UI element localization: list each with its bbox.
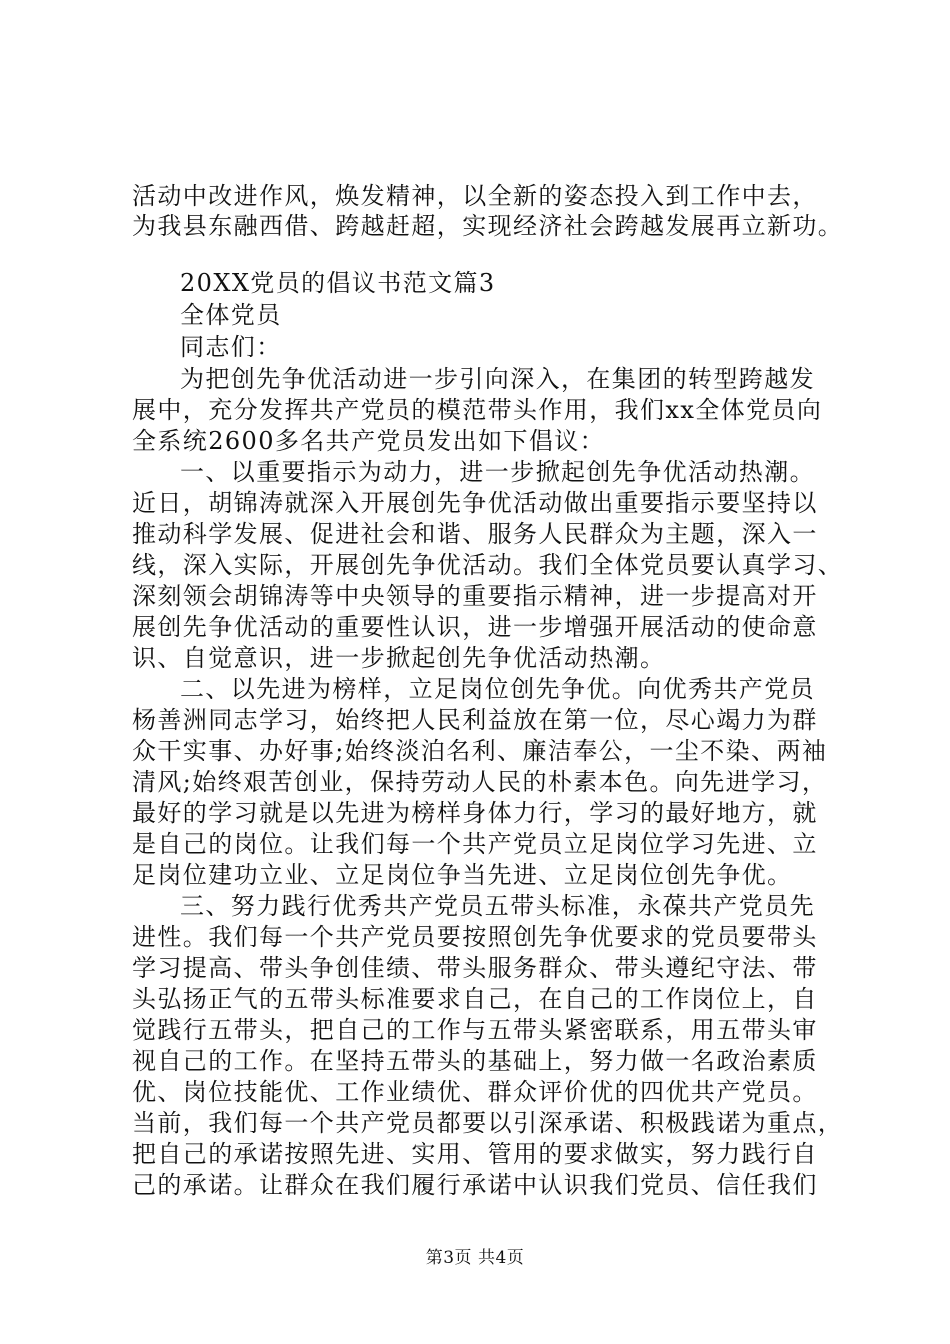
- section-title: 20XX党员的倡议书范文篇3: [180, 269, 496, 297]
- text-line: 二、以先进为榜样，立足岗位创先争优。向优秀共产党员: [180, 675, 815, 703]
- salutation: 同志们：: [180, 333, 282, 361]
- text-line: 进性。我们每一个共产党员要按照创先争优要求的党员要带头: [132, 923, 818, 951]
- text-line: 三、努力践行优秀共产党员五带头标准，永葆共产党员先: [180, 892, 815, 920]
- text-line: 当前，我们每一个共产党员都要以引深承诺、积极践诺为重点，: [132, 1109, 844, 1137]
- text-line: 活动中改进作风，焕发精神，以全新的姿态投入到工作中去，: [132, 182, 818, 210]
- text-line: 清风;始终艰苦创业，保持劳动人民的朴素本色。向先进学习，: [132, 768, 828, 796]
- text-line: 优、岗位技能优、工作业绩优、群众评价优的四优共产党员。: [132, 1078, 818, 1106]
- text-line: 己的承诺。让群众在我们履行承诺中认识我们党员、信任我们: [132, 1171, 818, 1199]
- text-line: 杨善洲同志学习，始终把人民利益放在第一位，尽心竭力为群: [132, 706, 818, 734]
- text-line: 把自己的承诺按照先进、实用、管用的要求做实，努力践行自: [132, 1140, 818, 1168]
- text-line: 深刻领会胡锦涛等中央领导的重要指示精神，进一步提高对开: [132, 582, 818, 610]
- text-line: 一、以重要指示为动力，进一步掀起创先争优活动热潮。: [180, 458, 815, 486]
- page-number: 第3页 共4页: [425, 1248, 525, 1268]
- text-line: 头弘扬正气的五带头标准要求自己，在自己的工作岗位上，自: [132, 985, 818, 1013]
- text-line: 觉践行五带头，把自己的工作与五带头紧密联系，用五带头审: [132, 1016, 818, 1044]
- text-line: 识、自觉意识，进一步掀起创先争优活动热潮。: [132, 644, 666, 672]
- text-line: 学习提高、带头争创佳绩、带头服务群众、带头遵纪守法、带: [132, 954, 818, 982]
- text-line: 全系统2600多名共产党员发出如下倡议：: [132, 427, 606, 455]
- text-line: 展中，充分发挥共产党员的模范带头作用，我们xx全体党员向: [132, 396, 823, 424]
- text-line: 近日，胡锦涛就深入开展创先争优活动做出重要指示要坚持以: [132, 489, 818, 517]
- text-line: 众干实事、办好事;始终淡泊名利、廉洁奉公，一尘不染、两袖: [132, 737, 828, 765]
- text-line: 展创先争优活动的重要性认识，进一步增强开展活动的使命意: [132, 613, 818, 641]
- text-line: 足岗位建功立业、立足岗位争当先进、立足岗位创先争优。: [132, 861, 793, 889]
- text-line: 为把创先争优活动进一步引向深入，在集团的转型跨越发: [180, 365, 815, 393]
- text-line: 推动科学发展、促进社会和谐、服务人民群众为主题，深入一: [132, 520, 818, 548]
- addressee: 全体党员: [180, 301, 282, 329]
- text-line: 为我县东融西借、跨越赶超，实现经济社会跨越发展再立新功。: [132, 212, 844, 240]
- text-line: 线，深入实际，开展创先争优活动。我们全体党员要认真学习、: [132, 551, 844, 579]
- text-line: 是自己的岗位。让我们每一个共产党员立足岗位学习先进、立: [132, 830, 818, 858]
- text-line: 视自己的工作。在坚持五带头的基础上，努力做一名政治素质: [132, 1047, 818, 1075]
- text-line: 最好的学习就是以先进为榜样身体力行，学习的最好地方，就: [132, 799, 818, 827]
